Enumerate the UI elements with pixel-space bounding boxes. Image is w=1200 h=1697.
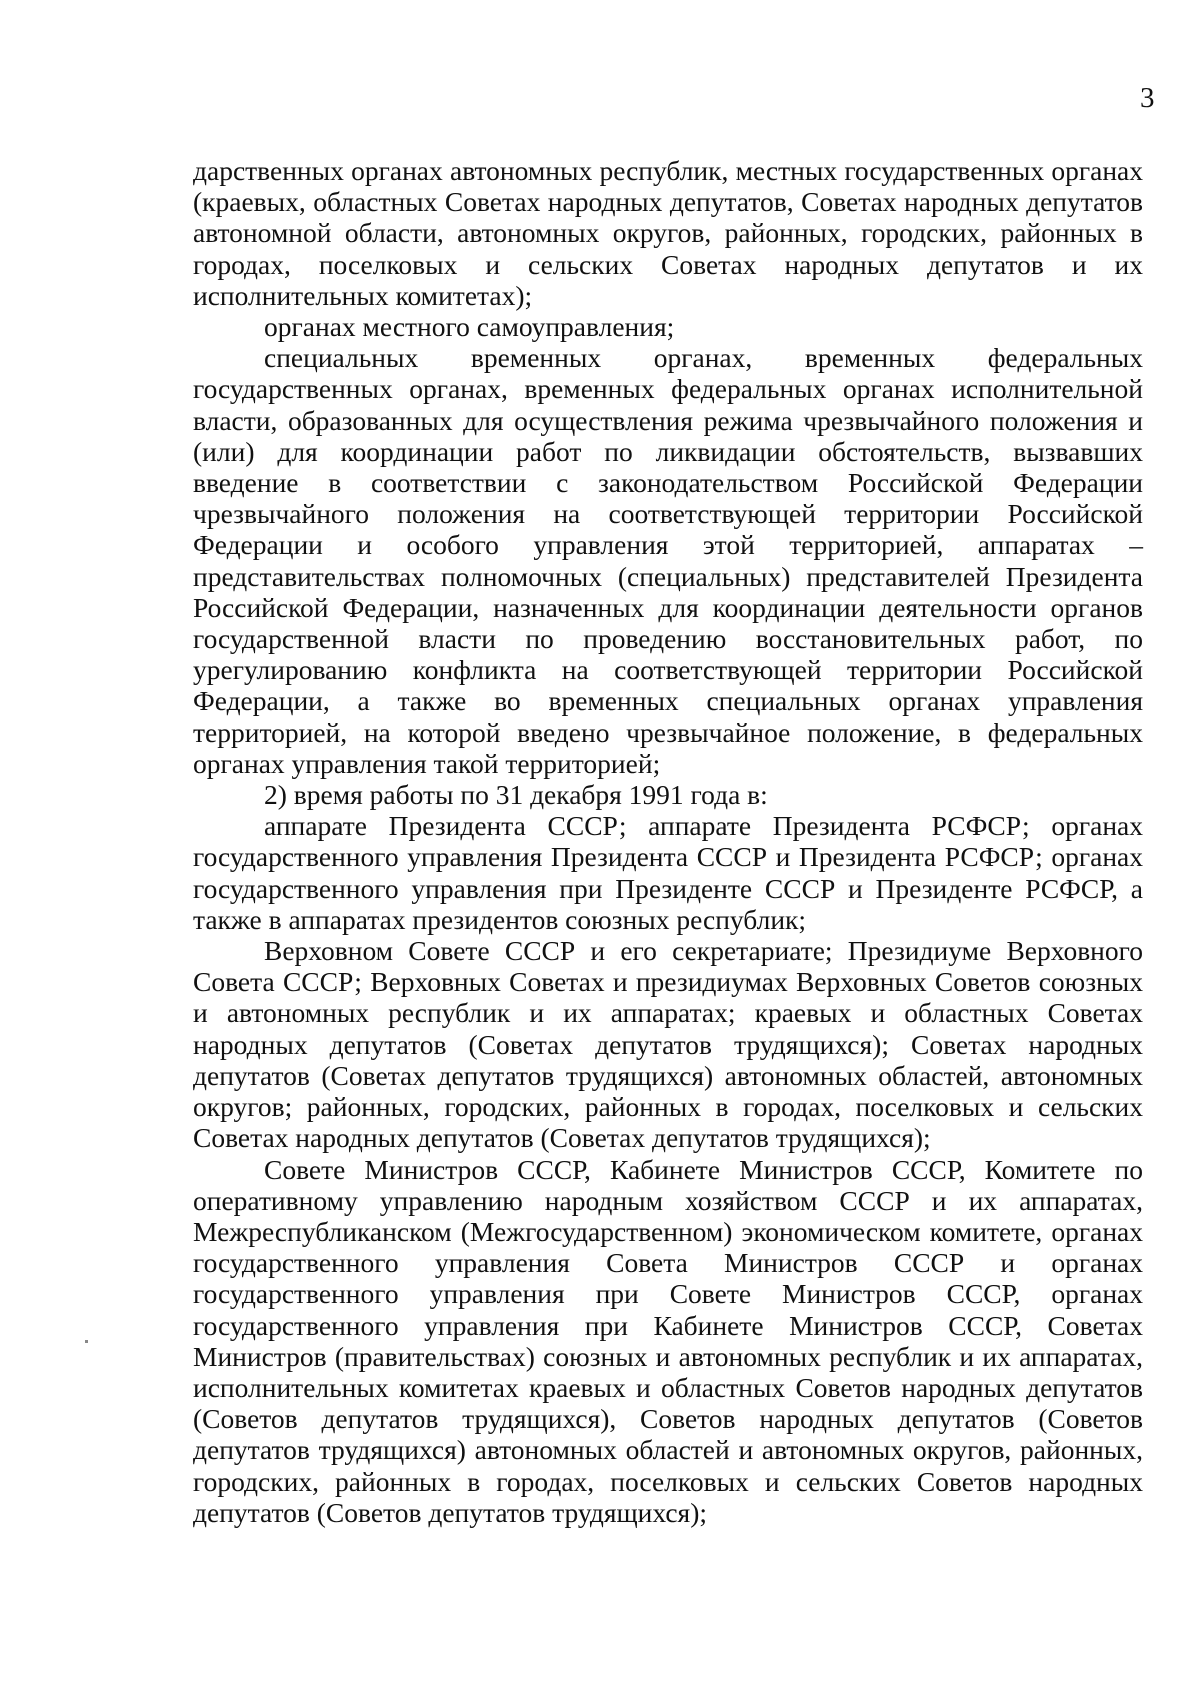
paragraph: дарственных органах автономных республик, местных государственных органах (краевых, областных Советах народных депутатов, Советах народных депутатов автономной области, автономных округов, районных, городских, районных в городах, поселковых и сельских Советах народных депутатов и их исполнительных комитетах);	[193, 155, 1143, 311]
paragraph: Совете Министров СССР, Кабинете Министров СССР, Комитете по оперативному управлению народным хозяйством СССР и их аппаратах, Межреспубликанском (Межгосударственном) экономическом комитете, органах государственного управления Совета Министров СССР и органах государственного управления при Совете Министров СССР, органах государственного управления при Кабинете Министров СССР, Советах Министров (правительствах) союзных и автономных республик и их аппаратах, исполнительных комитетах краевых и областных Советов народных депутатов (Советов депутатов трудящихся), Советов народных депутатов (Советов депутатов трудящихся) автономных областей и автономных округов, районных, городских, районных в городах, поселковых и сельских Советов народных депутатов (Советов депутатов трудящихся);	[193, 1153, 1143, 1528]
paragraph: органах местного самоуправления;	[264, 311, 675, 343]
paragraph: Верховном Совете СССР и его секретариате; Президиуме Верховного Совета СССР; Верховных Советах и президиумах Верховных Советов союзных и автономных республик и их аппаратах; краевых и областных Советах народных депутатов (Советах депутатов трудящихся); Советах народных депутатов (Советах депутатов трудящихся) автономных областей, автономных округов; районных, городских, районных в городах, поселковых и сельских Советах народных депутатов (Советах депутатов трудящихся);	[193, 935, 1143, 1154]
document-body	[193, 155, 1143, 1528]
scan-speck	[85, 1340, 88, 1343]
paragraph: специальных временных органах, временных федеральных государственных органах, временных федеральных органах исполнительной власти, образованных для осуществления режима чрезвычайного положения и (или) для координации работ по ликвидации обстоятельств, вызвавших введение в соответствии с законодательством Российской Федерации чрезвычайного положения на соответствующей территории Российской Федерации и особого управления этой территорией, аппаратах – представительствах полномочных (специальных) представителей Президента Российской Федерации, назначенных для координации деятельности органов государственной власти по проведению восстановительных работ, по урегулированию конфликта на соответствующей территории Российской Федерации, а также во временных специальных органах управления территорией, на которой введено чрезвычайное положение, в федеральных органах управления такой территорией;	[193, 342, 1143, 779]
paragraph: аппарате Президента СССР; аппарате Президента РСФСР; органах государственного управления Президента СССР и Президента РСФСР; органах государственного управления при Президенте СССР и Президенте РСФСР, а также в аппаратах президентов союзных республик;	[193, 810, 1143, 935]
page-number: 3	[1140, 82, 1155, 114]
paragraph: 2) время работы по 31 декабря 1991 года в:	[264, 779, 768, 811]
